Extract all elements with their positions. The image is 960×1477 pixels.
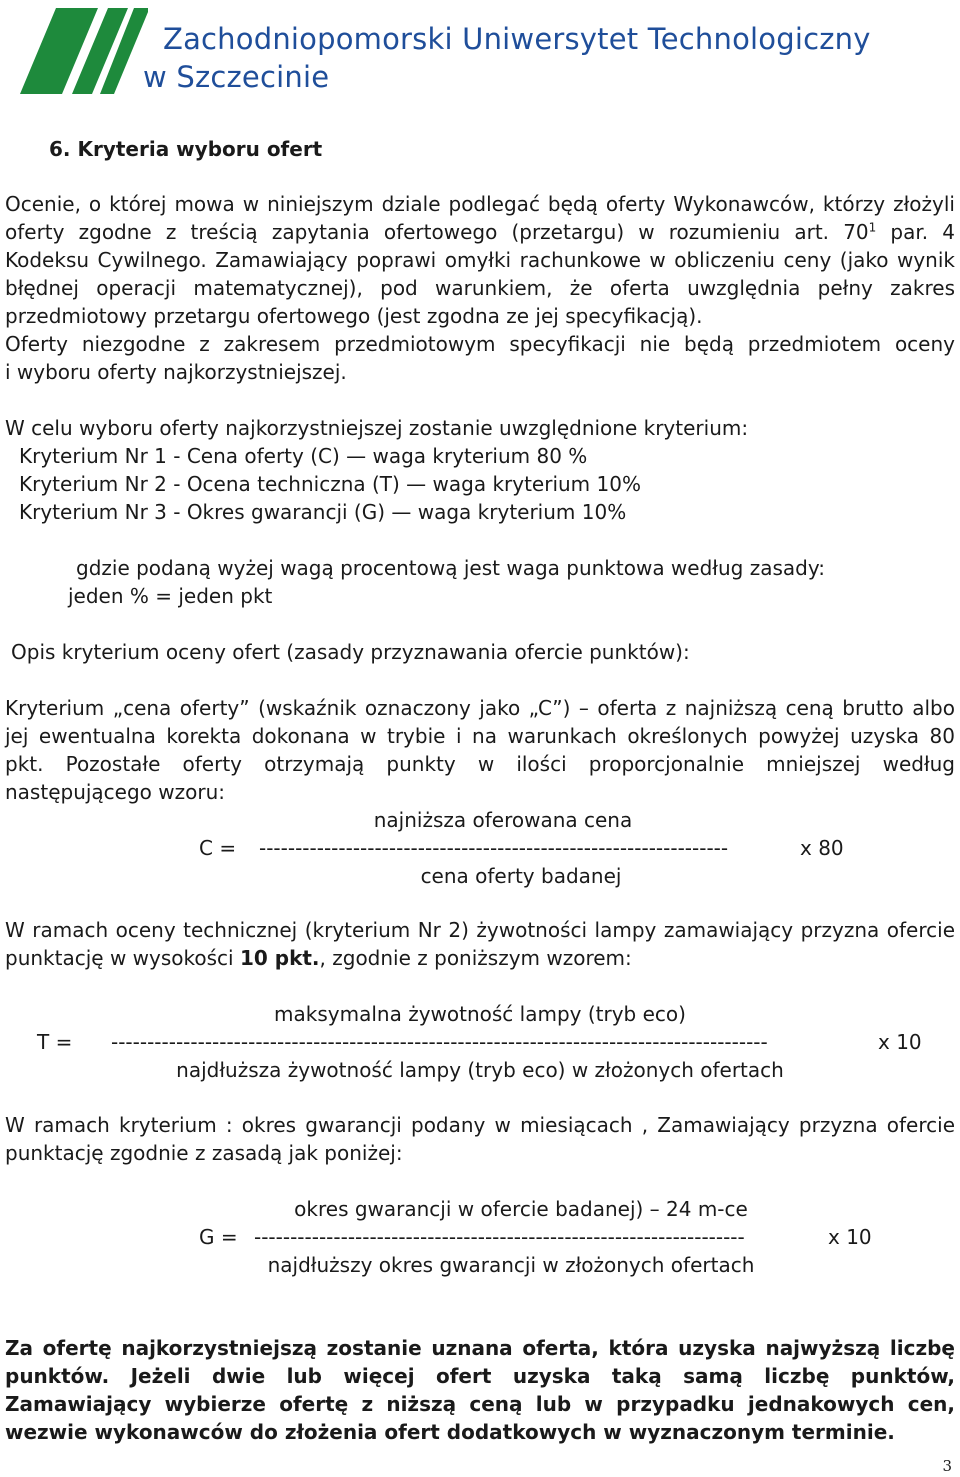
university-logo <box>20 8 148 94</box>
university-name-line1: Zachodniopomorski Uniwersytet Technologiczny <box>163 22 871 56</box>
paragraph-line: następującego wzoru: <box>5 780 225 804</box>
weight-note: gdzie podaną wyżej wagą procentową jest waga punktowa według zasady: <box>76 556 825 580</box>
criterion-1: Kryterium Nr 1 - Cena oferty (C) — waga kryterium 80 % <box>19 444 588 468</box>
formula-g-numerator: okres gwarancji w ofercie badanej) – 24 m-ce <box>294 1197 748 1221</box>
paragraph-line: Kryterium „cena oferty” (wskaźnik oznaczony jako „C”) – oferta z najniższą ceną brutto albo <box>5 696 955 720</box>
criteria-intro: W celu wyboru oferty najkorzystniejszej zostanie uwzględnione kryterium: <box>5 416 749 440</box>
paragraph-line: i wyboru oferty najkorzystniejszej. <box>5 360 347 384</box>
paragraph-line: oferty zgodne z treścią zapytania ofertowego (przetargu) w rozumieniu art. $70^1$ par. 4 <box>5 220 955 244</box>
formula-c-denominator: cena oferty badanej <box>420 864 622 888</box>
weight-rule: jeden % = jeden pkt <box>68 584 273 608</box>
paragraph-line: Za ofertę najkorzystniejszą zostanie uznana oferta, która uzyska najwyższą liczbę <box>5 1336 955 1360</box>
paragraph-line: punktację zgodnie z zasadą jak poniżej: <box>5 1141 403 1165</box>
formula-g-lhs: G = <box>199 1225 238 1249</box>
paragraph-line: przedmiotowy przetargu ofertowego (jest zgodna ze jej specyfikacją). <box>5 304 703 328</box>
paragraph-line: Ocenie, o której mowa w niniejszym dziale podlegać będą oferty Wykonawców, którzy złożyli <box>5 192 955 216</box>
formula-t-numerator: maksymalna żywotność lampy (tryb eco) <box>274 1002 686 1026</box>
superscript: 1 <box>868 220 877 235</box>
page-number: 3 <box>942 1457 952 1475</box>
formula-t-lhs: T = <box>37 1030 73 1054</box>
paragraph-line: wezwie wykonawców do złożenia ofert dodatkowych w wyznaczonym terminie. <box>5 1420 895 1444</box>
criterion-3: Kryterium Nr 3 - Okres gwarancji (G) — waga kryterium 10% <box>19 500 627 524</box>
paragraph-line: Kodeksu Cywilnego. Zamawiający poprawi omyłki rachunkowe w obliczeniu ceny (jako wynik <box>5 248 955 272</box>
formula-g-fraction-bar: -------------------------------------------------------------------- <box>254 1225 745 1249</box>
formula-c-numerator: najniższa oferowana cena <box>373 808 633 832</box>
paragraph-line: Oferty niezgodne z zakresem przedmiotowym specyfikacji nie będą przedmiotem oceny <box>5 332 955 356</box>
section-title: 6. Kryteria wyboru ofert <box>49 137 323 161</box>
formula-t-multiplier: x 10 <box>878 1030 922 1054</box>
formula-g-multiplier: x 10 <box>828 1225 872 1249</box>
paragraph-line: Zamawiający wybierze ofertę z niższą ceną lub w przypadku jednakowych cen, <box>5 1392 955 1416</box>
formula-c-lhs: C = <box>199 836 237 860</box>
formula-t-fraction-bar: ------------------------------------------------------------------------------------------- <box>111 1030 768 1054</box>
paragraph-line: W ramach oceny technicznej (kryterium Nr 2) żywotności lampy zamawiający przyzna ofercie <box>5 918 955 942</box>
paragraph-line: punktów. Jeżeli dwie lub więcej ofert uzyska taką samą liczbę punktów, <box>5 1364 955 1388</box>
formula-c-multiplier: x 80 <box>800 836 844 860</box>
formula-t-denominator: najdłuższa żywotność lampy (tryb eco) w złożonych ofertach <box>176 1058 784 1082</box>
criteria-description-heading: Opis kryterium oceny ofert (zasady przyznawania ofercie punktów): <box>11 640 690 664</box>
criterion-2: Kryterium Nr 2 - Ocena techniczna (T) — waga kryterium 10% <box>19 472 641 496</box>
formula-g-denominator: najdłuższy okres gwarancji w złożonych ofertach <box>267 1253 755 1277</box>
paragraph-line: punktację w wysokości 10 pkt., zgodnie z poniższym wzorem: <box>5 946 632 970</box>
formula-c-fraction-bar: ----------------------------------------------------------------- <box>259 836 729 860</box>
paragraph-line: błędnej operacji matematycznej), pod warunkiem, że oferta uwzględnia pełny zakres <box>5 276 955 300</box>
paragraph-line: jej ewentualna korekta dokonana w trybie i na warunkach określonych powyżej uzyska 80 <box>5 724 955 748</box>
paragraph-line: W ramach kryterium : okres gwarancji podany w miesiącach , Zamawiający przyzna ofercie <box>5 1113 955 1137</box>
university-name-line2: w Szczecinie <box>143 60 330 94</box>
paragraph-line: pkt. Pozostałe oferty otrzymają punkty w ilości proporcjonalnie mniejszej według <box>5 752 955 776</box>
